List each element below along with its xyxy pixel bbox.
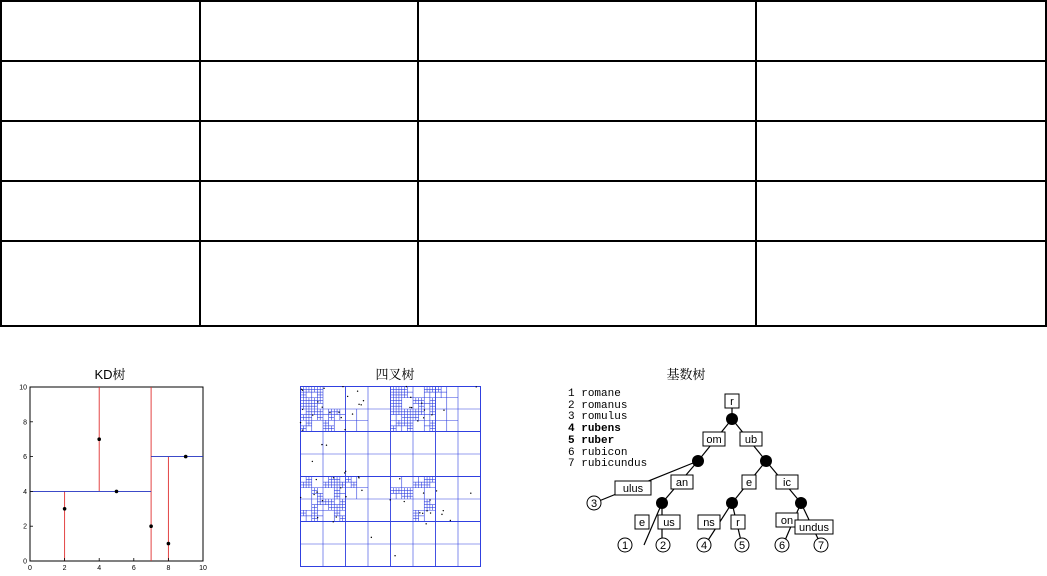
svg-text:2: 2: [659, 540, 667, 552]
radix-word-text: rubicundus: [581, 458, 648, 471]
quadtree-point: [358, 477, 359, 478]
radix-word-text: romanus: [581, 399, 628, 412]
table-row: [1, 1, 1046, 61]
quadtree-cells: [301, 387, 481, 567]
svg-text:om: om: [706, 434, 722, 446]
table-cell: [1, 61, 200, 121]
svg-text:e: e: [745, 477, 753, 489]
quadtree-point: [410, 397, 411, 398]
svg-text:3: 3: [590, 498, 598, 510]
quadtree-point: [313, 494, 314, 495]
svg-text:on: on: [780, 515, 794, 527]
label-box-undus: [795, 520, 833, 534]
kd-x-tick-label: 4: [97, 565, 102, 572]
label-box-ub: [740, 432, 762, 446]
radix-word-text: romulus: [581, 411, 628, 424]
kd-x-tick-label: 8: [166, 565, 171, 572]
quadtree-point: [336, 516, 337, 517]
svg-text:undus: undus: [799, 522, 829, 534]
kd-tree-plot: [0, 380, 215, 576]
kd-x-tick-label: 10: [199, 565, 207, 572]
table-cell: [418, 121, 756, 181]
label-box-ulus: [615, 481, 651, 495]
radix-node: [726, 413, 738, 425]
kd-tree-title: KD树: [94, 367, 126, 382]
quadtree-point: [363, 400, 364, 401]
quadtree-point: [317, 517, 318, 518]
quadtree-point: [421, 402, 422, 403]
table-cell: [756, 121, 1046, 181]
table-cell: [418, 1, 756, 61]
radix-node: [692, 455, 704, 467]
svg-text:1: 1: [621, 540, 629, 552]
quadtree-point: [476, 386, 477, 387]
svg-text:an: an: [675, 477, 689, 489]
quadtree-point: [302, 389, 303, 390]
radix-word-number: 3: [568, 411, 575, 424]
radix-leaf: [618, 538, 632, 552]
label-box-ns: [698, 515, 720, 529]
radix-node: [726, 497, 738, 509]
table-cell: [200, 121, 418, 181]
table-cell: [1, 241, 200, 326]
quadtree-point: [423, 492, 424, 493]
quadtree-point: [317, 401, 318, 402]
svg-text:e: e: [638, 517, 646, 529]
label-box-ic: [776, 475, 798, 489]
quadtree-point: [411, 407, 412, 408]
table-cell: [1, 1, 200, 61]
kd-x-tick-label: 6: [131, 565, 136, 572]
quadtree-diagram: [300, 386, 481, 567]
table-cell: [756, 241, 1046, 326]
radix-leaf: [656, 538, 670, 552]
radix-word-number: 2: [568, 399, 575, 412]
table-cell: [200, 1, 418, 61]
quadtree-point: [404, 501, 405, 502]
quadtree-point: [358, 404, 359, 405]
radix-node: [760, 455, 772, 467]
radix-word-number: 5: [568, 434, 575, 447]
kd-plot-frame: [30, 387, 203, 561]
svg-text:4: 4: [700, 540, 708, 552]
kd-y-tick-label: 6: [23, 454, 27, 462]
quadtree-point: [300, 497, 301, 498]
table-cell: [200, 181, 418, 241]
quadtree-point: [322, 500, 323, 501]
radix-tree-diagram: [580, 390, 840, 560]
quadtree-point: [316, 491, 317, 492]
radix-leaf: [775, 538, 789, 552]
quadtree-point: [357, 391, 358, 392]
table-row: [1, 61, 1046, 121]
table-cell: [1, 121, 200, 181]
kd-point: [167, 542, 171, 546]
quadtree-point: [443, 409, 444, 410]
quadtree-point: [323, 388, 324, 389]
kd-x-tick-label: 0: [28, 565, 32, 572]
quadtree-title: 四叉树: [375, 367, 415, 382]
label-box-e: [742, 475, 756, 489]
table-cell: [418, 61, 756, 121]
radix-word-number: 7: [568, 458, 575, 471]
quadtree-point: [333, 477, 334, 478]
quadtree-point: [360, 404, 361, 405]
radix-node: [656, 497, 668, 509]
radix-leaf: [814, 538, 828, 552]
quadtree-point: [312, 461, 313, 462]
kd-y-tick-label: 0: [23, 558, 27, 566]
kd-y-tick-label: 4: [23, 488, 27, 496]
quadtree-point: [441, 514, 442, 515]
radix-node: [795, 497, 807, 509]
svg-text:7: 7: [817, 540, 825, 552]
quadtree-point: [431, 414, 432, 415]
kd-y-tick-label: 8: [23, 419, 27, 427]
kd-y-tick-label: 10: [19, 384, 27, 392]
quadtree-point: [342, 386, 343, 387]
quadtree-point: [399, 478, 400, 479]
quadtree-point: [333, 521, 334, 522]
table-row: [1, 181, 1046, 241]
quadtree-point: [417, 420, 418, 421]
svg-text:r: r: [730, 396, 734, 408]
kd-point: [97, 437, 101, 441]
quadtree-point: [321, 444, 322, 445]
quadtree-point: [371, 537, 372, 538]
quadtree-point: [322, 406, 323, 407]
table-cell: [756, 1, 1046, 61]
kd-x-tick-label: 2: [62, 565, 67, 572]
table-cell: [418, 181, 756, 241]
quadtree-point: [406, 386, 407, 387]
svg-text:5: 5: [738, 540, 746, 552]
radix-leaf: [735, 538, 749, 552]
quadtree-point: [316, 479, 317, 480]
quadtree-point: [345, 496, 346, 497]
quadtree-point: [430, 512, 431, 513]
kd-point: [184, 455, 188, 459]
quadtree-point: [426, 510, 427, 511]
quadtree-point: [302, 409, 303, 410]
table-row: [1, 121, 1046, 181]
quadtree-point: [341, 417, 342, 418]
quadtree-point: [345, 471, 346, 472]
quadtree-point: [425, 523, 426, 524]
quadtree-point: [450, 520, 451, 521]
radix-word-number: 6: [568, 446, 575, 459]
radix-internal-nodes: [656, 413, 807, 509]
quadtree-point: [338, 412, 339, 413]
quadtree-point: [300, 422, 301, 423]
radix-word-number: 4: [568, 423, 575, 436]
kd-point: [63, 507, 67, 511]
label-box-e: [635, 515, 649, 529]
kd-point: [149, 524, 153, 528]
label-box-om: [703, 432, 725, 446]
svg-text:r: r: [736, 517, 740, 529]
quadtree-point: [423, 417, 424, 418]
quadtree-point: [340, 487, 341, 488]
quadtree-point: [361, 490, 362, 491]
label-box-an: [671, 475, 693, 489]
radix-word-text: ruber: [581, 434, 615, 447]
quadtree-point: [470, 493, 471, 494]
quadtree-point: [352, 413, 353, 414]
kd-point: [115, 490, 119, 494]
quadtree-point: [329, 412, 330, 413]
table-cell: [1, 181, 200, 241]
quadtree-point: [409, 407, 410, 408]
quadtree-point: [419, 512, 420, 513]
radix-tree-title: 基数树: [666, 367, 706, 382]
quadtree-point: [344, 472, 345, 473]
table-cell: [756, 181, 1046, 241]
svg-text:ns: ns: [703, 517, 715, 529]
quadtree-point: [302, 429, 303, 430]
label-box-us: [658, 515, 680, 529]
svg-text:us: us: [663, 517, 675, 529]
quadtree-point: [347, 396, 348, 397]
svg-text:ulus: ulus: [622, 483, 644, 495]
quadtree-point: [301, 389, 302, 390]
label-box-root: [725, 394, 739, 408]
quadtree-point: [429, 499, 430, 500]
quadtree-point: [312, 414, 313, 415]
quadtree-point: [436, 490, 437, 491]
radix-word-number: 1: [568, 388, 575, 400]
quadtree-point: [443, 510, 444, 511]
svg-text:ub: ub: [744, 434, 758, 446]
quadtree-point: [326, 445, 327, 446]
radix-word-text: romane: [581, 388, 621, 400]
radix-leaf: [587, 496, 601, 510]
radix-word-text: rubicon: [581, 446, 628, 459]
quadtree-point: [344, 429, 345, 430]
table-row: [1, 241, 1046, 326]
label-box-r: [731, 515, 745, 529]
table-cell: [200, 61, 418, 121]
quadtree-point: [424, 409, 425, 410]
radix-word-text: rubens: [581, 423, 621, 436]
quadtree-point: [422, 513, 423, 514]
table-cell: [200, 241, 418, 326]
table-cell: [756, 61, 1046, 121]
quadtree-point: [394, 555, 395, 556]
radix-leaf: [697, 538, 711, 552]
svg-text:ic: ic: [783, 477, 791, 489]
quadtree-point: [390, 499, 391, 500]
kd-y-tick-label: 2: [23, 523, 27, 531]
svg-text:6: 6: [778, 540, 786, 552]
table-cell: [418, 241, 756, 326]
